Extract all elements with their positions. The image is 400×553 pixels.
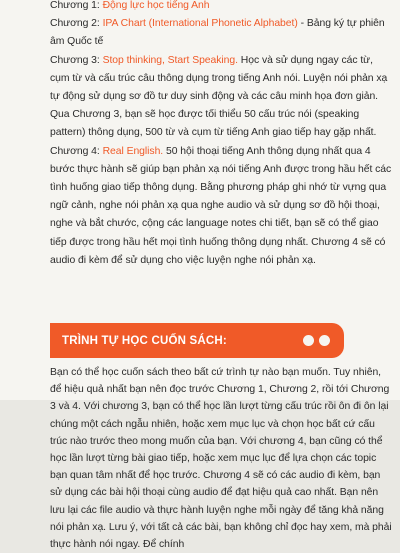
chapter-3 <box>50 52 392 143</box>
decorative-dot-icon <box>319 335 330 346</box>
chapter-2-description: - Bảng ký tự phiên âm Quốc tế <box>50 18 385 48</box>
chapter-2 <box>50 15 392 51</box>
chapter-4 <box>50 143 392 270</box>
decorative-dot-icon <box>303 335 314 346</box>
chapter-3-number: Chương 3: <box>50 54 103 66</box>
section-title: TRÌNH TỰ HỌC CUỐN SÁCH: <box>62 334 227 347</box>
chapter-3-description: Học và sử dụng ngay các từ, cụm từ và cấu trúc câu thông dụng trong tiếng Anh nói. Luyện nói phản xạ tự động sử dụng sơ đồ tư duy sinh động và các câu minh họa đơn giản. Qua Chương 3, bạn sẽ học được tối thiểu 50 cấu trúc nói (speaking pattern) thông dụng, 500 từ và cụm từ tiếng Anh giao tiếp hay gặp nhất. <box>50 54 388 139</box>
chapter-list <box>50 0 392 270</box>
study-order-paragraph: Bạn có thể học cuốn sách theo bất cứ trình tự nào bạn muốn. Tuy nhiên, để hiệu quả nhất bạn nên đọc trước Chương 1, Chương 2, rồi tới Chương 3 và 4. Với chương 3, bạn có thể học lần lượt từng cấu trúc rồi ôn đi ôn lại chúng một cách ngẫu nhiên, hoặc xem mục lục và chọn học bất cứ cấu trúc nào trước theo mong muốn của bạn. Với chương 4, bạn cũng có thể học lần lượt từng bài giao tiếp, hoặc xem mục lục để lựa chọn các topic bạn quan tâm nhất để học trước. Chương 4 sẽ có các audio đi kèm, bạn sử dụng các bài hội thoại cùng audio để đạt hiệu quả cao nhất. Bạn nên lưu lại các file audio và thực hành luyện nghe mỗi ngày để tăng khả năng nói phản xạ. Lưu ý, với tất cả các bài, bạn không chỉ đọc hay xem, mà phải thực hành nói ngay. Để chính <box>50 367 392 551</box>
study-order-text <box>50 364 392 553</box>
chapter-3-title: Stop thinking, Start Speaking. <box>102 54 238 66</box>
chapter-4-number: Chương 4: <box>50 145 103 157</box>
chapter-2-title: IPA Chart (International Phonetic Alphabet) <box>102 18 298 30</box>
chapter-4-description: 50 hội thoại tiếng Anh thông dụng nhất qua 4 bước thực hành sẽ giúp bạn phản xạ nói tiếng Anh được trong hầu hết các tình huống giao tiếp thông dụng. Bằng phương pháp ghi nhớ từ vựng qua ngữ cảnh, nghe nói phản xạ qua nghe audio và sử dụng sơ đồ hội thoại, nghe và bắt chước, cộng các language notes chi tiết, bạn sẽ có thể giao tiếp được trong hầu hết mọi tình huống thông dụng nhất. Chương 4 sẽ có audio đi kèm để sử dụng cho việc luyện nghe nói phản xạ. <box>50 145 392 266</box>
chapter-1-title: Động lực học tiếng Anh <box>102 0 210 11</box>
chapter-1-number: Chương 1: <box>50 0 103 11</box>
chapter-1 <box>50 0 392 15</box>
chapter-4-title: Real English. <box>102 145 164 157</box>
chapter-2-number: Chương 2: <box>50 18 103 30</box>
section-banner <box>50 323 344 358</box>
